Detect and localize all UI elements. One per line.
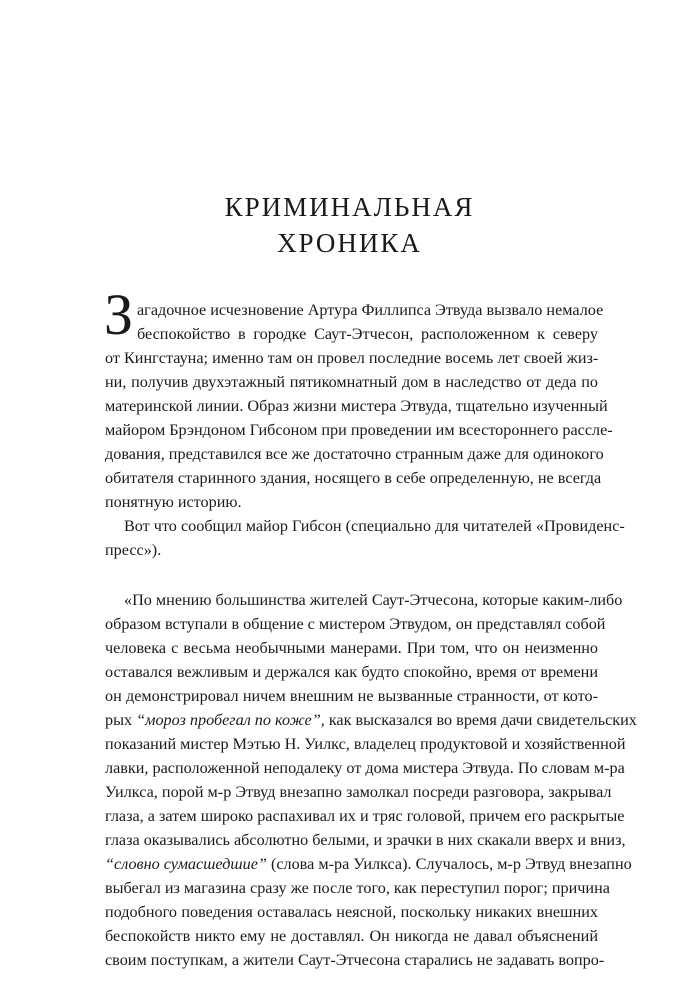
text-line: обитателя старинного здания, носящего в себе определенную, не всегда (105, 469, 602, 487)
text-segment: , как высказался во время дачи свидетельских (320, 711, 637, 729)
drop-cap: З (104, 282, 134, 347)
text-line: образом вступали в общение с мистером Этвудом, он представлял собой (105, 615, 606, 633)
text-line: подобного поведения оставалась неясной, поскольку никаких внешних (105, 903, 598, 921)
text-line: Уилкса, порой м-р Этвуд внезапно замолкал посреди разговора, закрывал (105, 783, 612, 801)
italic-quote: “мороз пробегал по коже” (136, 711, 321, 729)
text-line: дования, представился все же достаточно странным даже для одинокого (105, 445, 604, 463)
text-line: оставался вежливым и держался как будто спокойно, время от времени (105, 663, 598, 681)
chapter-title-line-1: КРИМИНАЛЬНАЯ (224, 192, 475, 222)
text-line: от Кингстауна; именно там он провел последние восемь лет своей жиз- (105, 349, 599, 367)
text-line: своим поступкам, а жители Саут-Этчесона старались не задавать вопро- (105, 951, 605, 969)
text-line: ни, получив двухэтажный пятикомнатный дом в наследство от деда по (105, 373, 598, 391)
text-line: глаза оказывались абсолютно белыми, и зрачки в них скакали вверх и вниз, (105, 831, 626, 849)
text-line: агадочное исчезновение Артура Филлипса Этвуда вызвало немалое (137, 301, 604, 319)
text-line: Вот что сообщил майор Гибсон (специально для читателей «Провиденс- (124, 517, 625, 535)
text-line: понятную историю. (105, 493, 242, 511)
text-line: глаза, а затем широко распахивал их и тряс головой, причем его раскрытые (105, 807, 625, 825)
chapter-title-line-2: ХРОНИКА (277, 228, 422, 258)
text-line: майором Брэндоном Гибсоном при проведении им всестороннего рассле- (105, 421, 613, 439)
text-line (105, 708, 637, 732)
text-line: пресс»). (105, 541, 162, 559)
italic-quote: “словно сумасшедшие” (105, 855, 267, 873)
text-line: выбегал из магазина сразу же после того, как переступил порог; причина (105, 879, 610, 897)
text-line: беспокойств никто ему не доставлял. Он никогда не давал объяснений (105, 927, 598, 945)
text-line: лавки, расположенной неподалеку от дома мистера Этвуда. По словам м-ра (105, 759, 625, 777)
text-line: «По мнению большинства жителей Саут-Этчесона, которые каким-либо (124, 591, 623, 609)
text-line: показаний мистер Мэтью Н. Уилкс, владелец продуктовой и хозяйственной (105, 735, 626, 753)
text-line: беспокойство в городке Саут-Этчесон, расположенном к северу (137, 325, 598, 343)
text-segment: (слова м-ра Уилкса). Случалось, м-р Этвуд внезапно (266, 855, 632, 873)
text-line: человека с весьма необычными манерами. При том, что он неизменно (105, 639, 598, 657)
text-line: он демонстрировал ничем внешним не вызванные странности, от кото- (105, 687, 598, 705)
text-segment: рых (105, 711, 137, 729)
text-line (105, 852, 632, 876)
text-line: материнской линии. Образ жизни мистера Этвуда, тщательно изученный (105, 397, 608, 415)
